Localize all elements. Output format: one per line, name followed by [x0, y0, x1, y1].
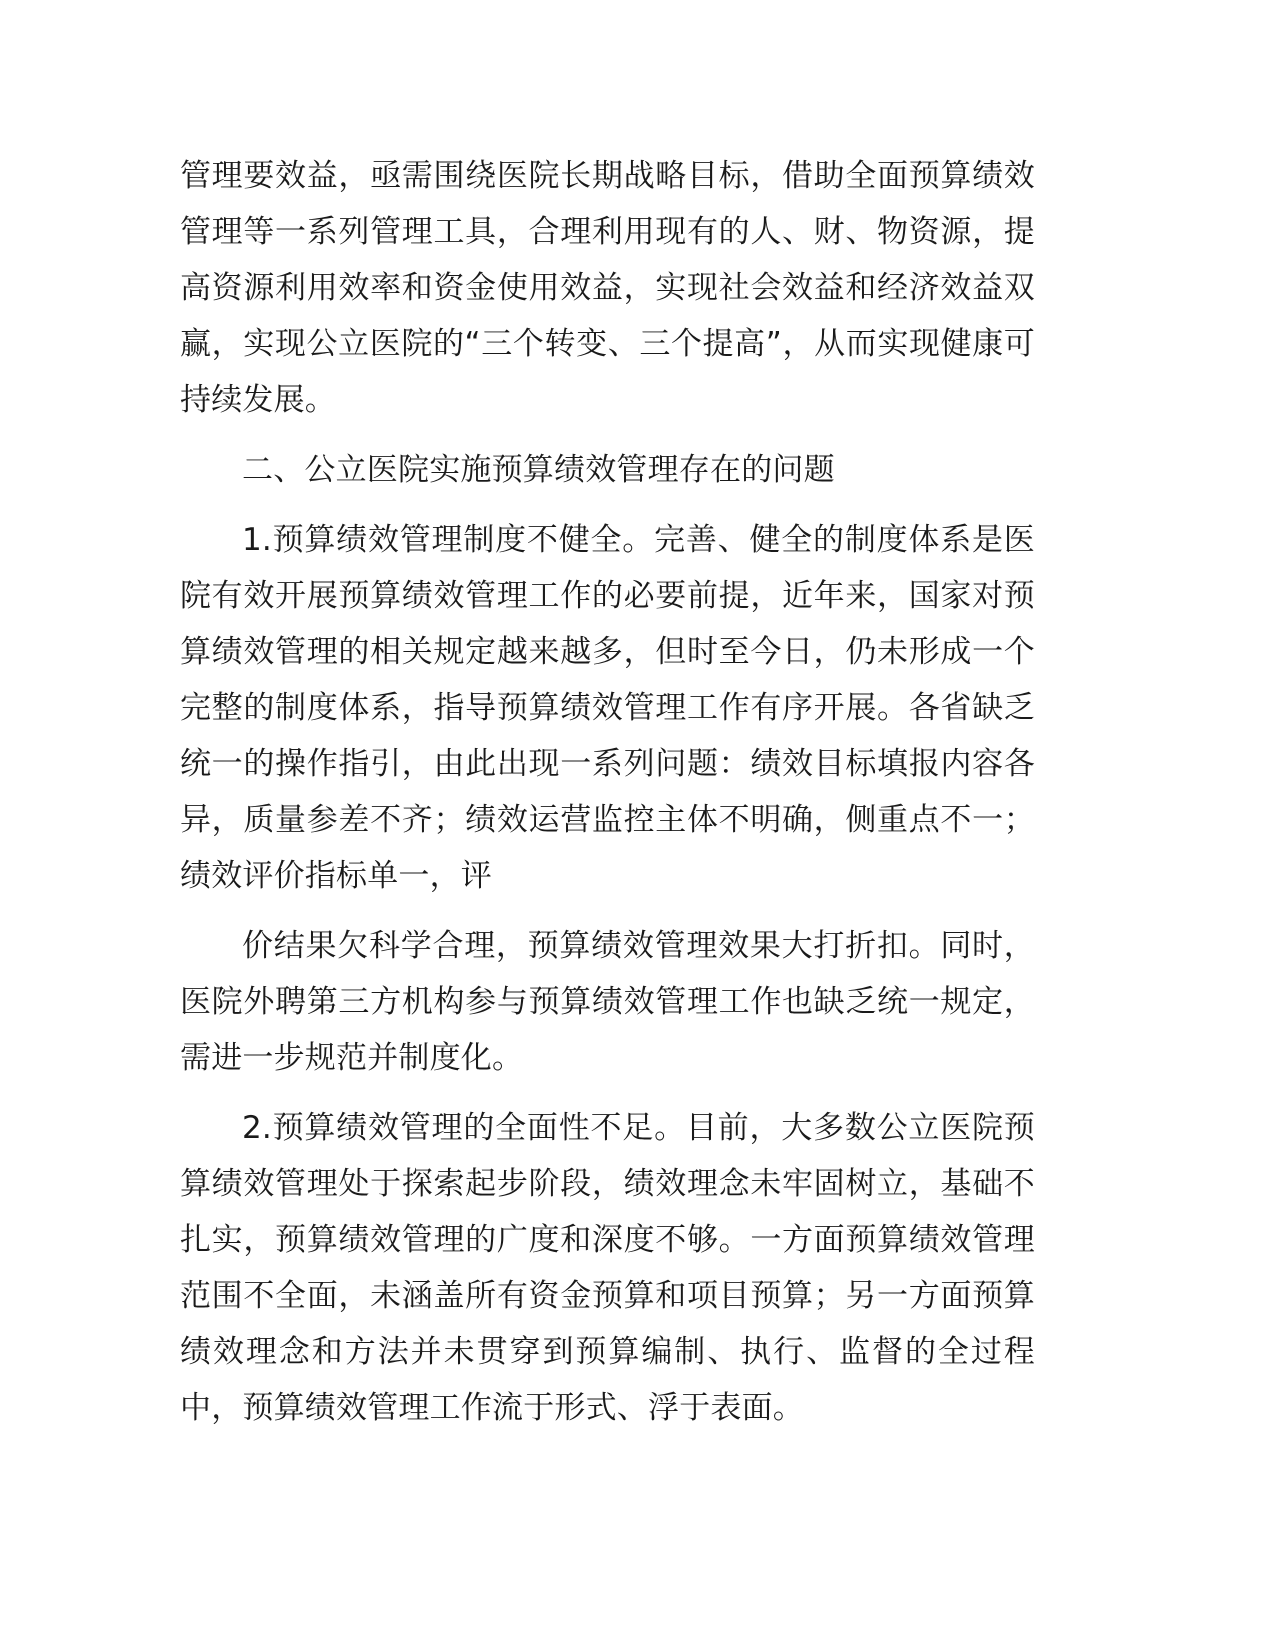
paragraph-point-1: 1.预算绩效管理制度不健全。完善、健全的制度体系是医院有效开展预算绩效管理工作的必要前提，近年来，国家对预算绩效管理的相关规定越来越多，但时至今日，仍未形成一个完整的制度体系，指导预算绩效管理工作有序开展。各省缺乏统一的操作指引，由此出现一系列问题：绩效目标填报内容各异，质量参差不齐；绩效运营监控主体不明确，侧重点不一；绩效评价指标单一，评 — [180, 522, 1035, 894]
paragraph-point-2: 2.预算绩效管理的全面性不足。目前，大多数公立医院预算绩效管理处于探索起步阶段，绩效理念未牢固树立，基础不扎实，预算绩效管理的广度和深度不够。一方面预算绩效管理范围不全面，未涵盖所有资金预算和项目预算；另一方面预算绩效理念和方法并未贯穿到预算编制、执行、监督的全过程中，预算绩效管理工作流于形式、浮于表面。 — [180, 1110, 1035, 1426]
paragraph-point-1-continued: 价结果欠科学合理，预算绩效管理效果大打折扣。同时，医院外聘第三方机构参与预算绩效管理工作也缺乏统一规定，需进一步规范并制度化。 — [180, 928, 1035, 1076]
document-body — [180, 148, 1035, 1436]
paragraph-intro-continuation: 管理要效益，亟需围绕医院长期战略目标，借助全面预算绩效管理等一系列管理工具，合理利用现有的人、财、物资源，提高资源利用效率和资金使用效益，实现社会效益和经济效益双赢，实现公立医院的“三个转变、三个提高”，从而实现健康可持续发展。 — [180, 158, 1035, 418]
section-heading: 二、公立医院实施预算绩效管理存在的问题 — [242, 452, 835, 488]
